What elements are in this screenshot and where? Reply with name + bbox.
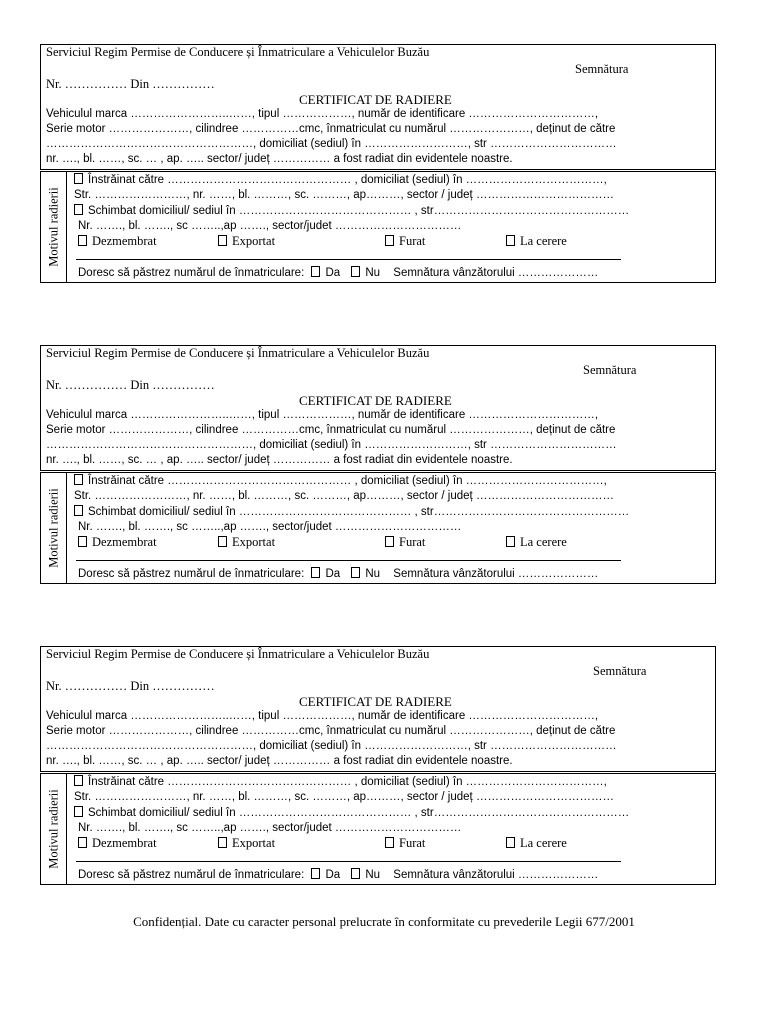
divider-line [76, 861, 621, 862]
keep-number-row: Doresc să păstrez numărul de înmatriculare: Da Nu Semnătura vânzătorului ………………… [78, 568, 599, 580]
change-address-row [74, 505, 629, 520]
reason-side-label [41, 473, 67, 583]
address-line: nr. …., bl. ……, sc. … , ap. ….. sector/ județ …………… a fost radiat din evidentele noastre. [46, 755, 513, 767]
nr2-line: Nr. ……., bl. ……., sc ……..,ap ……., sector/judet …………………………… [78, 220, 462, 232]
certificate-header-box [40, 345, 716, 471]
keep-number-row: Doresc să păstrez numărul de înmatriculare: Da Nu Semnătura vânzătorului ………………… [78, 869, 599, 881]
signature-label: Semnătura [593, 664, 647, 678]
alienated-text: Înstrăinat către ………………………………………… , domiciliat (sediul) în ………………………………, [88, 475, 607, 487]
street-line: Str. ……………………, nr. ……, bl. ………, sc. ………, ap………, sector / județ ……………………………… [74, 791, 614, 803]
engine-line: Serie motor …………………, cilindree ……………cmc, înmatriculat cu numărul …………………, deținut de către [46, 725, 616, 737]
reason-box [40, 171, 716, 283]
nu-checkbox[interactable] [351, 567, 360, 578]
certificate-title: CERTIFICAT DE RADIERE [299, 92, 452, 107]
certificate-title: CERTIFICAT DE RADIERE [299, 393, 452, 408]
street-line: Str. ……………………, nr. ……, bl. ………, sc. ………, ap………, sector / județ ……………………………… [74, 189, 614, 201]
owner-line: ………………………………………………, domiciliat (sediul) în ………………………, str …………………………… [46, 138, 617, 150]
option-dismantled: Dezmembrat [78, 836, 157, 851]
stolen-checkbox[interactable] [385, 235, 394, 246]
stolen-checkbox[interactable] [385, 536, 394, 547]
vehicle-line: Vehiculul marca ……………………..……, tipul ………………, număr de identificare ……………………………, [46, 108, 599, 120]
alienated-row [74, 173, 607, 188]
signature-label: Semnătura [583, 363, 637, 377]
owner-line: ………………………………………………, domiciliat (sediul) în ………………………, str …………………………… [46, 740, 617, 752]
agency-name: Serviciul Regim Permise de Conducere și Înmatriculare a Vehiculelor Buzău [46, 647, 430, 661]
option-dismantled: Dezmembrat [78, 234, 157, 249]
alienated-text: Înstrăinat către ………………………………………… , domiciliat (sediul) în ………………………………, [88, 776, 607, 788]
option-stolen: Furat [385, 535, 425, 550]
nr-date-line: Nr. …………… Din …………… [46, 77, 215, 91]
side-label-text: Motivul radierii [46, 488, 60, 568]
address-line: nr. …., bl. ……, sc. … , ap. ….. sector/ județ …………… a fost radiat din evidentele noastre. [46, 153, 513, 165]
certificate-header-box [40, 646, 716, 772]
address-line: nr. …., bl. ……, sc. … , ap. ….. sector/ județ …………… a fost radiat din evidentele noastre. [46, 454, 513, 466]
change-address-row [74, 806, 629, 821]
option-stolen: Furat [385, 836, 425, 851]
agency-name: Serviciul Regim Permise de Conducere și Înmatriculare a Vehiculelor Buzău [46, 346, 430, 360]
exported-checkbox[interactable] [218, 536, 227, 547]
signature-label: Semnătura [575, 62, 629, 76]
da-checkbox[interactable] [311, 868, 320, 879]
nr2-line: Nr. ……., bl. ……., sc ……..,ap ……., sector/judet …………………………… [78, 822, 462, 834]
confidentiality-footer: Confidențial. Date cu caracter personal prelucrate în conformitate cu prevederile Legii 677/2001 [133, 914, 635, 929]
owner-line: ………………………………………………, domiciliat (sediul) în ………………………, str …………………………… [46, 439, 617, 451]
option-exported: Exportat [218, 836, 275, 851]
change-address-checkbox[interactable] [74, 204, 83, 215]
nr-date-line: Nr. …………… Din …………… [46, 679, 215, 693]
stolen-checkbox[interactable] [385, 837, 394, 848]
side-label-text: Motivul radierii [46, 789, 60, 869]
nu-checkbox[interactable] [351, 868, 360, 879]
engine-line: Serie motor …………………, cilindree ……………cmc, înmatriculat cu numărul …………………, deținut de către [46, 424, 616, 436]
alienated-row [74, 474, 607, 489]
vehicle-line: Vehiculul marca ……………………..……, tipul ………………, număr de identificare ……………………………, [46, 710, 599, 722]
nr2-line: Nr. ……., bl. ……., sc ……..,ap ……., sector/judet …………………………… [78, 521, 462, 533]
alienated-checkbox[interactable] [74, 775, 83, 786]
reason-box [40, 773, 716, 885]
option-on-request: La cerere [506, 234, 567, 249]
dismantled-checkbox[interactable] [78, 235, 87, 246]
seller-signature: Semnătura vânzătorului ………………… [393, 267, 599, 279]
da-checkbox[interactable] [311, 567, 320, 578]
option-exported: Exportat [218, 234, 275, 249]
dismantled-checkbox[interactable] [78, 837, 87, 848]
option-dismantled: Dezmembrat [78, 535, 157, 550]
option-on-request: La cerere [506, 836, 567, 851]
change-address-checkbox[interactable] [74, 806, 83, 817]
option-on-request: La cerere [506, 535, 567, 550]
certificate-title: CERTIFICAT DE RADIERE [299, 694, 452, 709]
engine-line: Serie motor …………………, cilindree ……………cmc, înmatriculat cu numărul …………………, deținut de către [46, 123, 616, 135]
exported-checkbox[interactable] [218, 837, 227, 848]
certificate-2 [40, 345, 716, 587]
certificate-3 [40, 646, 716, 888]
option-stolen: Furat [385, 234, 425, 249]
alienated-text: Înstrăinat către ………………………………………… , domiciliat (sediul) în ………………………………, [88, 174, 607, 186]
nu-checkbox[interactable] [351, 266, 360, 277]
reason-side-label [41, 774, 67, 884]
side-label-text: Motivul radierii [46, 187, 60, 267]
reason-side-label [41, 172, 67, 282]
vehicle-line: Vehiculul marca ……………………..……, tipul ………………, număr de identificare ……………………………, [46, 409, 599, 421]
nr-date-line: Nr. …………… Din …………… [46, 378, 215, 392]
change-address-text: Schimbat domiciliul/ sediul în ……………………………………… , str…………………………………………… [88, 807, 630, 819]
reason-box [40, 472, 716, 584]
divider-line [76, 259, 621, 260]
divider-line [76, 560, 621, 561]
street-line: Str. ……………………, nr. ……, bl. ………, sc. ………, ap………, sector / județ ……………………………… [74, 490, 614, 502]
on-request-checkbox[interactable] [506, 837, 515, 848]
change-address-checkbox[interactable] [74, 505, 83, 516]
on-request-checkbox[interactable] [506, 536, 515, 547]
exported-checkbox[interactable] [218, 235, 227, 246]
seller-signature: Semnătura vânzătorului ………………… [393, 568, 599, 580]
certificate-1 [40, 44, 716, 286]
alienated-checkbox[interactable] [74, 474, 83, 485]
alienated-checkbox[interactable] [74, 173, 83, 184]
change-address-row [74, 204, 629, 219]
agency-name: Serviciul Regim Permise de Conducere și Înmatriculare a Vehiculelor Buzău [46, 45, 430, 59]
change-address-text: Schimbat domiciliul/ sediul în ……………………………………… , str…………………………………………… [88, 205, 630, 217]
option-exported: Exportat [218, 535, 275, 550]
seller-signature: Semnătura vânzătorului ………………… [393, 869, 599, 881]
on-request-checkbox[interactable] [506, 235, 515, 246]
da-checkbox[interactable] [311, 266, 320, 277]
change-address-text: Schimbat domiciliul/ sediul în ……………………………………… , str…………………………………………… [88, 506, 630, 518]
alienated-row [74, 775, 607, 790]
certificate-header-box [40, 44, 716, 170]
keep-number-row: Doresc să păstrez numărul de înmatriculare: Da Nu Semnătura vânzătorului ………………… [78, 267, 599, 279]
dismantled-checkbox[interactable] [78, 536, 87, 547]
